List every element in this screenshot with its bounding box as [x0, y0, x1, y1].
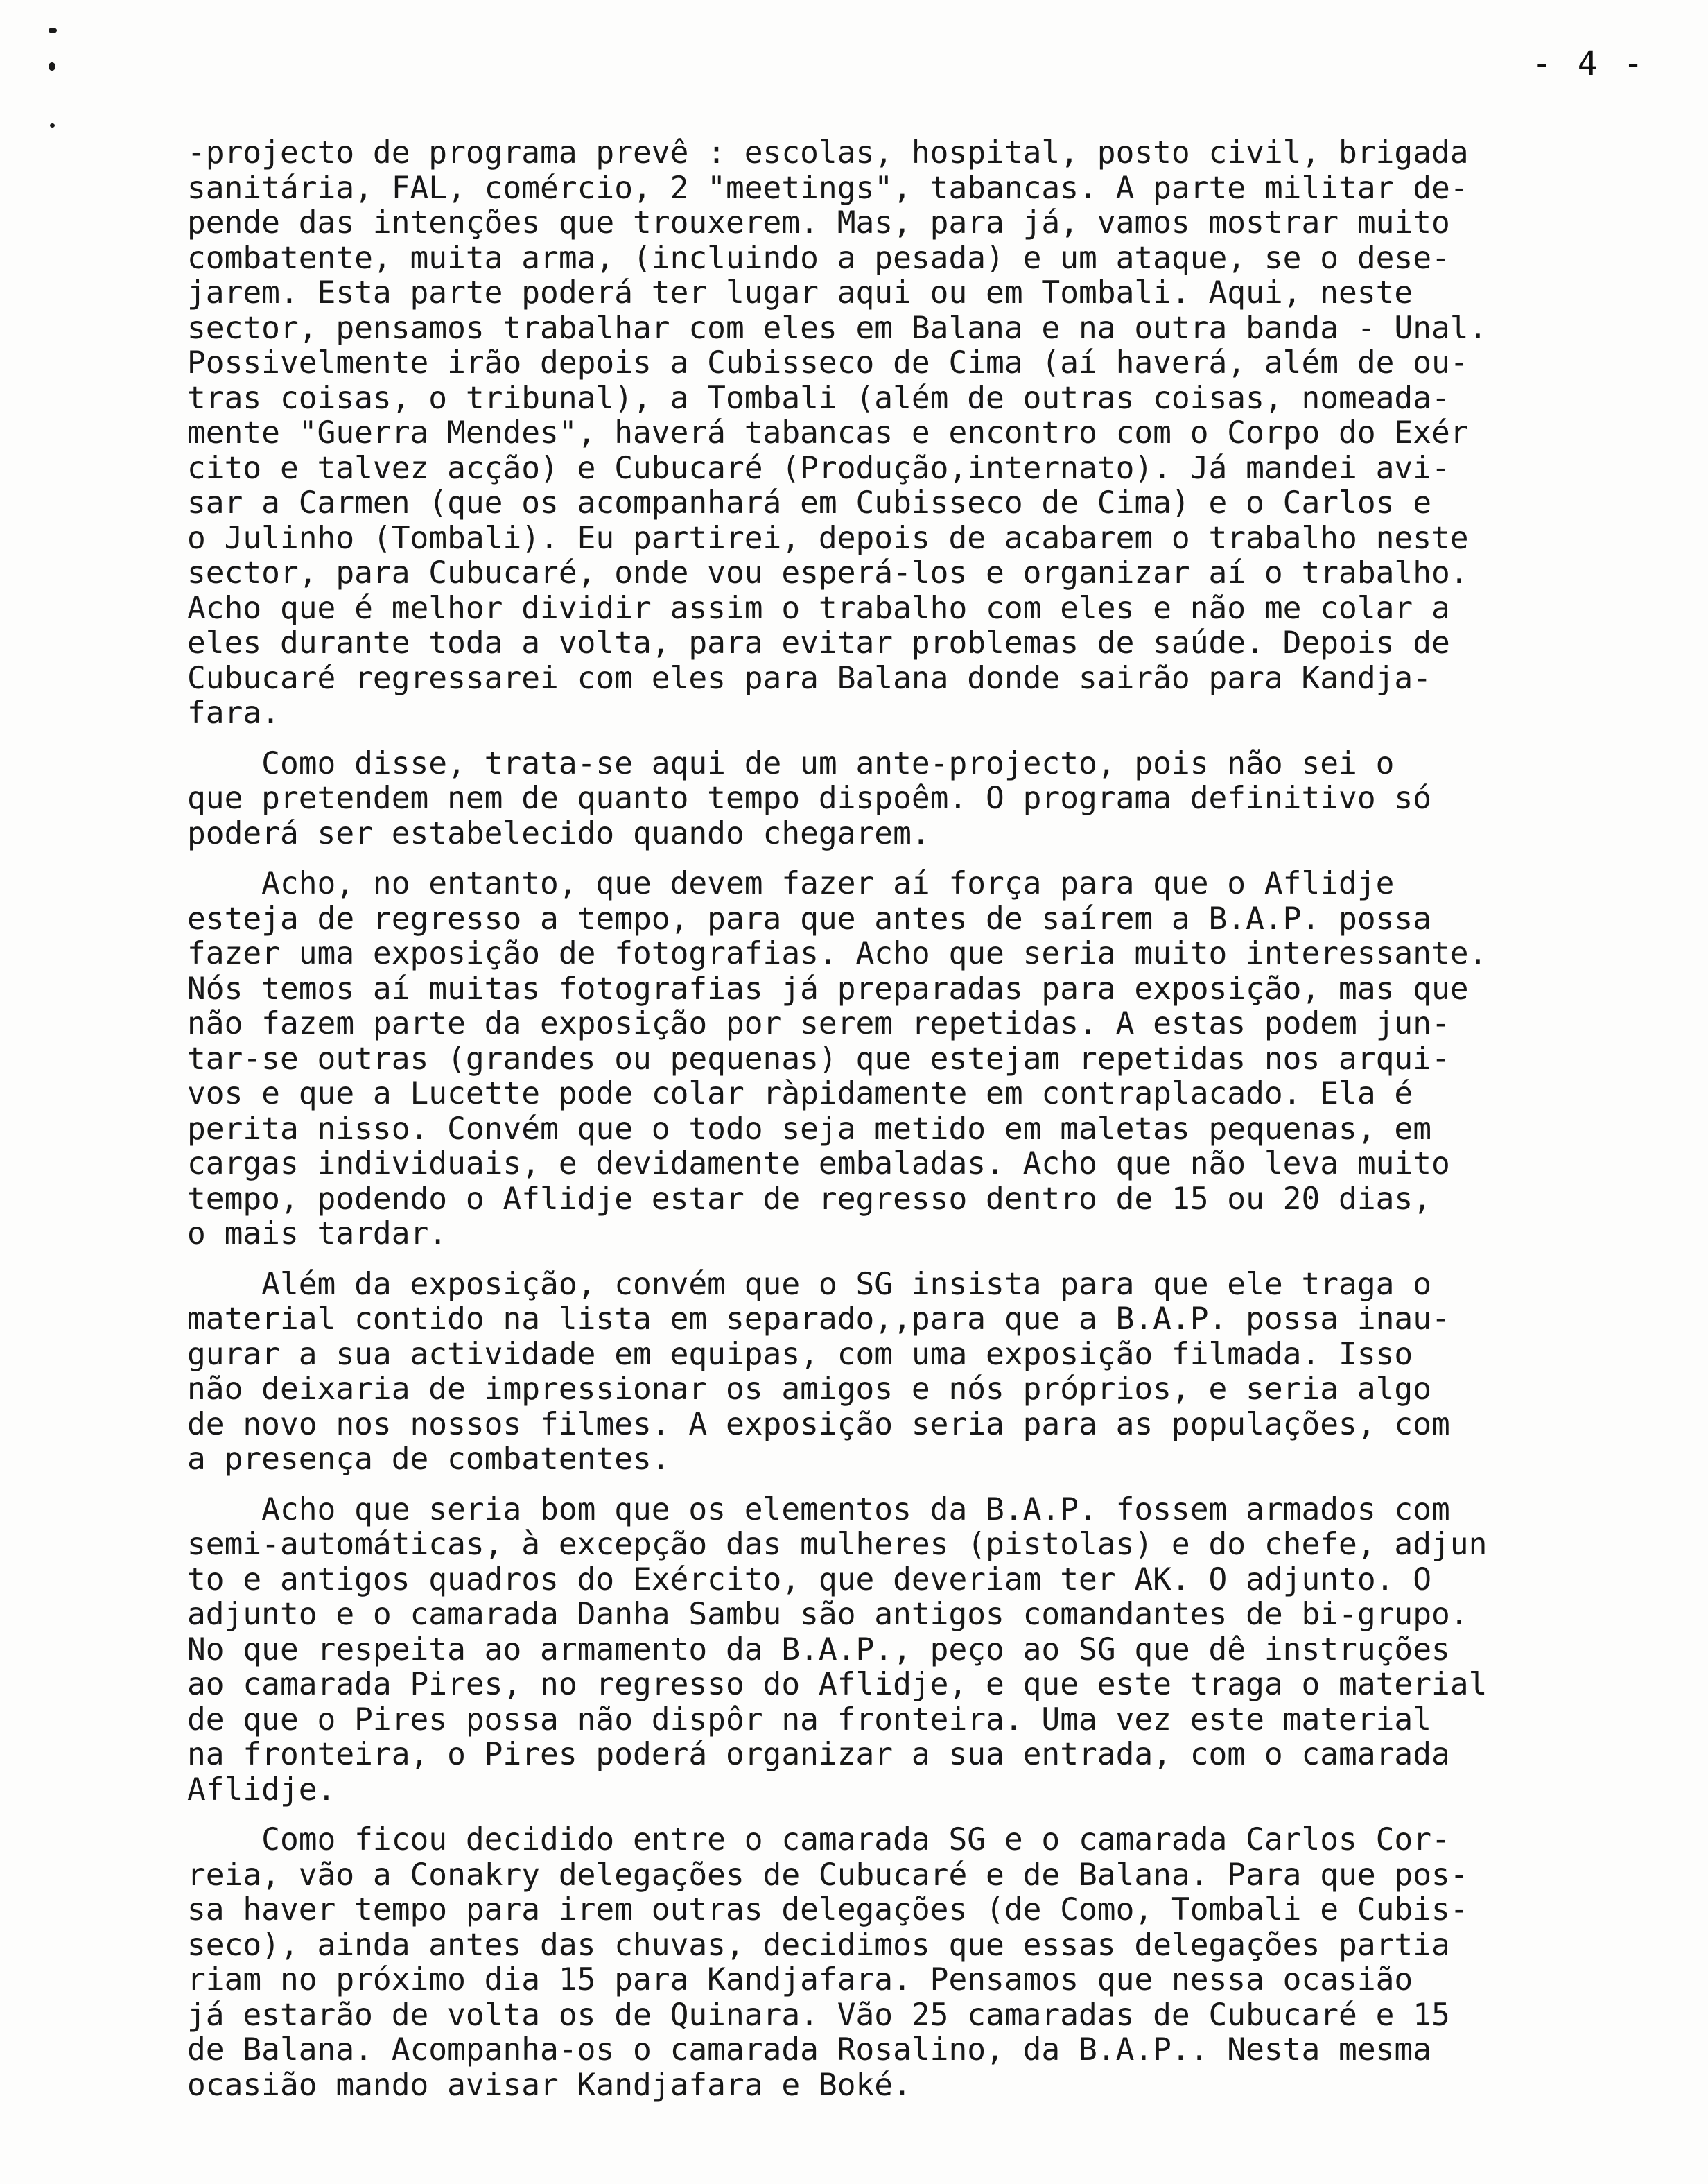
- text-line: Acho que seria bom que os elementos da B.A.P. fossem armados com: [187, 1491, 1450, 1527]
- text-line: to e antigos quadros do Exército, que deveriam ter AK. O adjunto. O: [187, 1561, 1432, 1597]
- punch-mark: [49, 28, 57, 33]
- text-line: tempo, podendo o Aflidje estar de regresso dentro de 15 ou 20 dias,: [187, 1181, 1432, 1217]
- text-line: tras coisas, o tribunal), a Tombali (além de outras coisas, nomeada-: [187, 380, 1450, 416]
- paragraph: [187, 1267, 1678, 1477]
- text-line: de que o Pires possa não dispôr na fronteira. Uma vez este material: [187, 1701, 1432, 1737]
- text-line: pende das intenções que trouxerem. Mas, para já, vamos mostrar muito: [187, 205, 1450, 241]
- punch-mark: [50, 123, 55, 128]
- text-line: riam no próximo dia 15 para Kandjafara. Pensamos que nessa ocasião: [187, 1962, 1413, 1997]
- text-line: Cubucaré regressarei com eles para Balana donde sairão para Kandja-: [187, 660, 1432, 696]
- text-line: cargas individuais, e devidamente embaladas. Acho que não leva muito: [187, 1146, 1450, 1181]
- text-line: Aflidje.: [187, 1771, 336, 1808]
- text-line: Nós temos aí muitas fotografias já preparadas para exposição, mas que: [187, 971, 1469, 1007]
- text-line: tar-se outras (grandes ou pequenas) que estejam repetidas nos arqui-: [187, 1041, 1450, 1077]
- text-line: esteja de regresso a tempo, para que antes de saírem a B.A.P. possa: [187, 901, 1432, 937]
- text-line: jarem. Esta parte poderá ter lugar aqui ou em Tombali. Aqui, neste: [187, 275, 1413, 311]
- text-line: No que respeita ao armamento da B.A.P., peço ao SG que dê instruções: [187, 1631, 1450, 1667]
- text-line: sector, pensamos trabalhar com eles em Balana e na outra banda - Unal.: [187, 310, 1488, 346]
- text-line: a presença de combatentes.: [187, 1441, 670, 1477]
- text-line: ao camarada Pires, no regresso do Aflidje, e que este traga o material: [187, 1667, 1488, 1702]
- text-line: sa haver tempo para irem outras delegações (de Como, Tombali e Cubis-: [187, 1892, 1469, 1927]
- text-line: ocasião mando avisar Kandjafara e Boké.: [187, 2067, 912, 2103]
- text-line: na fronteira, o Pires poderá organizar a sua entrada, com o camarada: [187, 1737, 1450, 1772]
- paragraph: [187, 136, 1678, 731]
- text-line: Como ficou decidido entre o camarada SG e o camarada Carlos Cor-: [187, 1822, 1450, 1857]
- text-line: Acho, no entanto, que devem fazer aí força para que o Aflidje: [187, 866, 1395, 901]
- text-line: fazer uma exposição de fotografias. Acho que seria muito interessante.: [187, 936, 1488, 971]
- text-line: o Julinho (Tombali). Eu partirei, depois de acabarem o trabalho neste: [187, 520, 1469, 556]
- paragraph: [187, 867, 1678, 1252]
- text-line: Acho que é melhor dividir assim o trabalho com eles e não me colar a: [187, 590, 1450, 626]
- text-line: de Balana. Acompanha-os o camarada Rosalino, da B.A.P.. Nesta mesma: [187, 2032, 1432, 2068]
- text-line: fara.: [187, 695, 280, 731]
- text-line: o mais tardar.: [187, 1216, 448, 1251]
- text-line: sar a Carmen (que os acompanhará em Cubisseco de Cima) e o Carlos e: [187, 485, 1432, 521]
- text-line: adjunto e o camarada Danha Sambu são antigos comandantes de bi-grupo.: [187, 1597, 1469, 1632]
- text-line: reia, vão a Conakry delegações de Cubucaré e de Balana. Para que pos-: [187, 1857, 1469, 1893]
- text-line: de novo nos nossos filmes. A exposição seria para as populações, com: [187, 1406, 1450, 1442]
- text-line: já estarão de volta os de Quinara. Vão 25 camaradas de Cubucaré e 15: [187, 1997, 1450, 2033]
- text-line: sanitária, FAL, comércio, 2 "meetings", tabancas. A parte militar de-: [187, 170, 1469, 206]
- text-line: material contido na lista em separado,,para que a B.A.P. possa inau-: [187, 1301, 1450, 1337]
- text-line: Além da exposição, convém que o SG insista para que ele traga o: [187, 1266, 1432, 1302]
- text-line: Como disse, trata-se aqui de um ante-projecto, pois não sei o: [187, 745, 1395, 781]
- paragraph: [187, 1823, 1678, 2103]
- text-line: eles durante toda a volta, para evitar problemas de saúde. Depois de: [187, 625, 1450, 661]
- punch-mark: [49, 62, 55, 71]
- text-line: cito e talvez acção) e Cubucaré (Produção,internato). Já mandei avi-: [187, 450, 1450, 486]
- text-line: semi-automáticas, à excepção das mulheres (pistolas) e do chefe, adjun: [187, 1527, 1488, 1562]
- document-body: [187, 136, 1678, 2103]
- page-number: - 4 -: [1532, 44, 1646, 83]
- text-line: -projecto de programa prevê : escolas, hospital, posto civil, brigada: [187, 135, 1469, 171]
- text-line: vos e que a Lucette pode colar ràpidamente em contraplacado. Ela é: [187, 1076, 1413, 1111]
- text-line: combatente, muita arma, (incluindo a pesada) e um ataque, se o dese-: [187, 240, 1450, 276]
- text-line: seco), ainda antes das chuvas, decidimos que essas delegações partia: [187, 1927, 1450, 1963]
- text-line: Possivelmente irão depois a Cubisseco de Cima (aí haverá, além de ou-: [187, 345, 1469, 381]
- paragraph: [187, 747, 1678, 852]
- text-line: perita nisso. Convém que o todo seja metido em maletas pequenas, em: [187, 1111, 1432, 1147]
- text-line: poderá ser estabelecido quando chegarem.: [187, 815, 930, 851]
- text-line: não deixaria de impressionar os amigos e nós próprios, e seria algo: [187, 1371, 1432, 1407]
- text-line: sector, para Cubucaré, onde vou esperá-los e organizar aí o trabalho.: [187, 555, 1469, 591]
- text-line: não fazem parte da exposição por serem repetidas. A estas podem jun-: [187, 1006, 1450, 1041]
- text-line: gurar a sua actividade em equipas, com uma exposição filmada. Isso: [187, 1336, 1413, 1372]
- text-line: mente "Guerra Mendes", haverá tabancas e encontro com o Corpo do Exér: [187, 415, 1469, 451]
- paragraph: [187, 1493, 1678, 1808]
- text-line: que pretendem nem de quanto tempo dispoêm. O programa definitivo só: [187, 781, 1432, 816]
